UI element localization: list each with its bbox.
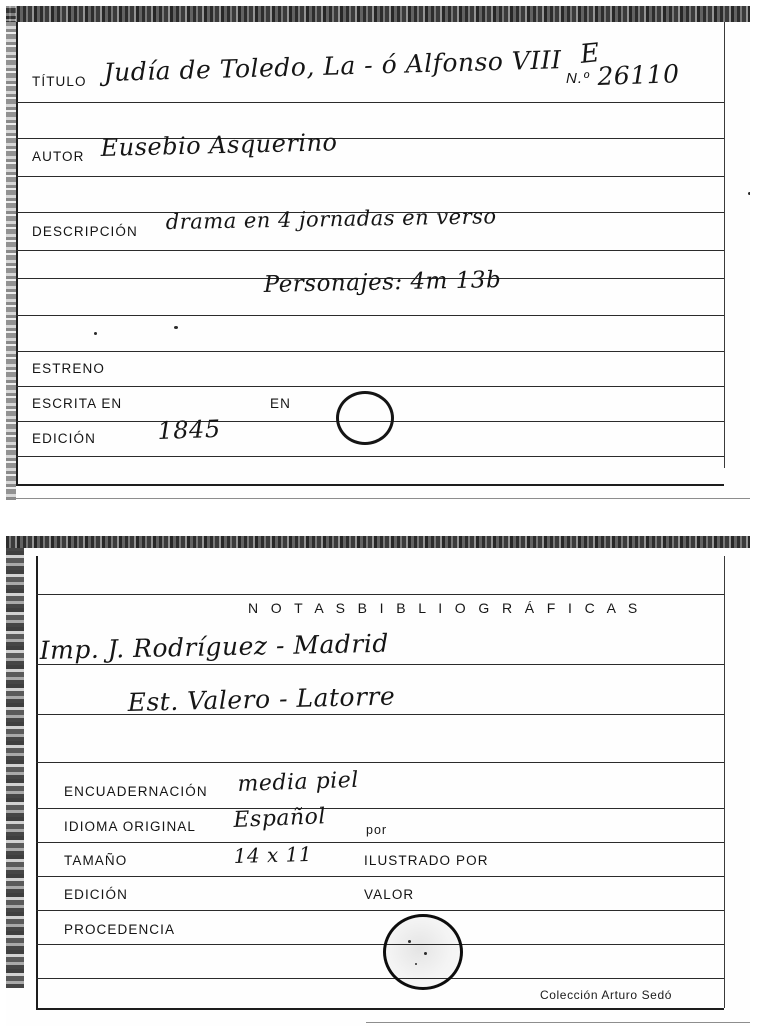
rule-line bbox=[36, 762, 724, 763]
field-label-valor: VALOR bbox=[364, 887, 415, 902]
scan-edge-noise-left bbox=[6, 548, 24, 988]
scan-speck bbox=[174, 326, 178, 329]
scan-speck bbox=[748, 192, 750, 195]
field-label-edicion: EDICIÓN bbox=[32, 431, 96, 446]
scan-speck bbox=[424, 952, 427, 955]
card-frame-right bbox=[724, 22, 725, 468]
field-label-ilustrado-por: ILUSTRADO POR bbox=[364, 853, 489, 868]
card-frame-left bbox=[36, 556, 38, 1008]
scan-speck bbox=[415, 963, 417, 965]
field-value-tamano: 14 x 11 bbox=[233, 841, 313, 868]
card-frame-bottom bbox=[16, 484, 724, 486]
rule-line bbox=[36, 808, 724, 809]
card-frame-bottom bbox=[36, 1008, 724, 1010]
rule-line bbox=[16, 102, 724, 103]
catalog-card-front bbox=[6, 6, 750, 500]
rule-line bbox=[36, 910, 724, 911]
catalog-card-back bbox=[6, 536, 750, 1026]
rule-line bbox=[36, 664, 724, 665]
scan-edge-noise-left bbox=[6, 6, 16, 500]
field-label-descripcion: DESCRIPCIÓN bbox=[32, 224, 138, 239]
field-label-encuadernacion: ENCUADERNACIÓN bbox=[64, 784, 208, 799]
rule-line bbox=[16, 250, 724, 251]
rule-line-outer bbox=[366, 1022, 750, 1023]
field-label-procedencia: PROCEDENCIA bbox=[64, 922, 176, 937]
field-label-autor: AUTOR bbox=[32, 149, 85, 164]
field-value-descripcion: drama en 4 jornadas en verso bbox=[165, 204, 497, 234]
field-value-autor: Eusebio Asquerino bbox=[100, 128, 338, 162]
rule-line-outer bbox=[6, 498, 750, 499]
note-line: Imp. J. Rodríguez - Madrid bbox=[39, 628, 390, 665]
field-value-numero: 26110 bbox=[596, 59, 680, 91]
field-label-por: por bbox=[366, 823, 388, 837]
rule-line bbox=[36, 842, 724, 843]
field-label-tamano: TAMAÑO bbox=[64, 853, 128, 868]
field-label-numero: N.º bbox=[566, 70, 590, 87]
rule-line bbox=[16, 456, 724, 457]
collection-credit: Colección Arturo Sedó bbox=[540, 988, 673, 1002]
rule-line bbox=[16, 386, 724, 387]
card-frame-left bbox=[16, 22, 18, 484]
scan-edge-noise-top bbox=[6, 536, 750, 548]
scan-edge-noise-top bbox=[6, 6, 750, 22]
field-value-titulo: Judía de Toledo, La - ó Alfonso VIII bbox=[103, 45, 562, 87]
field-value-idioma-original: Español bbox=[232, 804, 327, 833]
field-value-numero-prefix: E bbox=[578, 38, 602, 70]
section-heading-notas-bibliograficas: N O T A S B I B L I O G R Á F I C A S bbox=[248, 600, 642, 616]
field-value-personajes: Personajes: 4m 13b bbox=[263, 267, 502, 298]
rule-line bbox=[36, 594, 724, 595]
field-label-idioma-original: IDIOMA ORIGINAL bbox=[64, 819, 197, 834]
field-label-estreno: ESTRENO bbox=[32, 361, 105, 376]
field-value-edicion: 1845 bbox=[157, 414, 222, 445]
field-value-encuadernacion: media piel bbox=[237, 767, 360, 797]
rule-line bbox=[36, 944, 724, 945]
rule-line bbox=[16, 176, 724, 177]
rule-line bbox=[16, 315, 724, 316]
ink-stamp-circle bbox=[336, 391, 394, 445]
field-label-titulo: TÍTULO bbox=[32, 74, 87, 89]
ink-stamp-circle bbox=[383, 914, 463, 990]
note-line: Est. Valero - Latorre bbox=[127, 681, 396, 717]
card-frame-right bbox=[724, 556, 725, 1008]
scan-speck bbox=[94, 332, 97, 335]
rule-line bbox=[36, 876, 724, 877]
rule-line bbox=[36, 978, 724, 979]
scan-speck bbox=[408, 940, 411, 943]
field-label-escrita-en: ESCRITA EN bbox=[32, 396, 123, 411]
field-label-en: EN bbox=[270, 396, 291, 411]
rule-line bbox=[16, 351, 724, 352]
field-label-edicion: EDICIÓN bbox=[64, 887, 128, 902]
